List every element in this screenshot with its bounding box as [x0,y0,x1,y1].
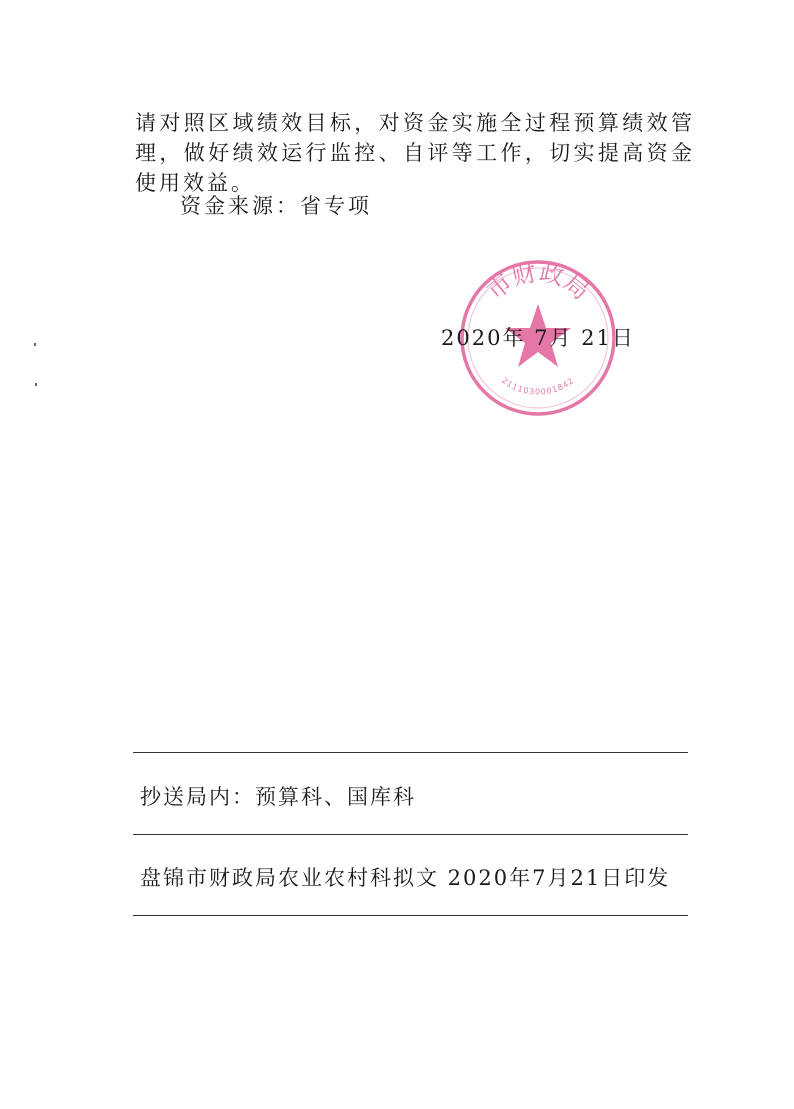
body-paragraph: 请对照区域绩效目标，对资金实施全过程预算绩效管理，做好绩效运行监控、自评等工作，切实提高资金使用效益。 [135,111,695,195]
divider-line [133,834,688,835]
fund-source: 资金来源：省专项 [180,194,372,218]
divider-line [133,752,688,753]
divider-line [133,915,688,916]
scan-mark [34,343,36,346]
signature-date: 2020年 7月 21日 [441,326,635,350]
issuer-line: 盘锦市财政局农业农村科拟文 2020年7月21日印发 [140,866,671,890]
seal-code-text: 2111030001842 [500,375,576,397]
scan-mark [35,383,37,386]
cc-line: 抄送局内：预算科、国库科 [140,785,416,809]
seal-name-text: 市财政局 [481,258,595,306]
